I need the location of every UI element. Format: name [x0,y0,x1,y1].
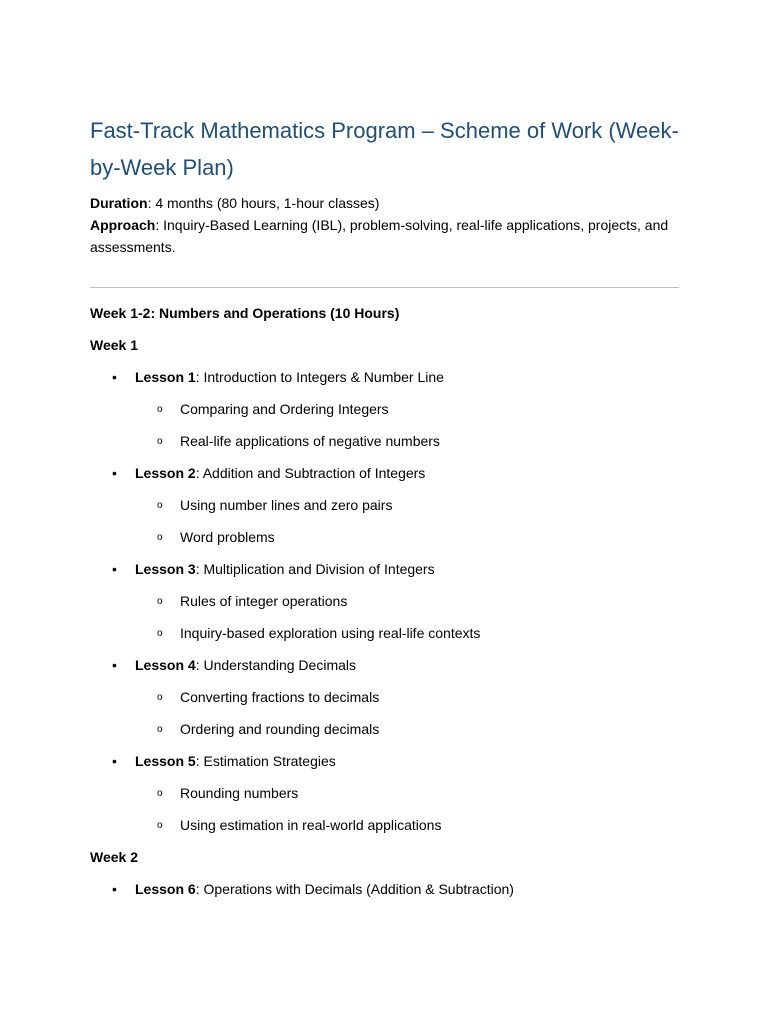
lesson-subitems [135,783,679,835]
duration-line [90,192,679,214]
section-heading: Week 1-2: Numbers and Operations (10 Hours) [90,305,400,321]
lesson-subitem: o Rounding numbers [135,783,679,803]
lesson-subitems [135,399,679,451]
lesson-subitems [135,687,679,739]
lesson-item [90,879,679,899]
lesson-subitem: o Comparing and Ordering Integers [135,399,679,419]
approach-text: : Inquiry-Based Learning (IBL), problem-solving, real-life applications, projects, and assessments. [90,217,669,255]
horizontal-divider [90,287,679,288]
lesson-title: : Introduction to Integers & Number Line [195,369,444,385]
lesson-subitems [135,495,679,547]
lesson-title: : Multiplication and Division of Integers [195,561,435,577]
document-page [90,112,679,911]
week-2-lesson-list [90,879,679,899]
lesson-label: Lesson 6 [135,881,196,897]
lesson-subitem: o Using number lines and zero pairs [135,495,679,515]
lesson-title: : Understanding Decimals [195,657,356,673]
lesson-item [90,655,679,739]
lesson-item [90,463,679,547]
lesson-subitem: o Inquiry-based exploration using real-life contexts [135,623,679,643]
lesson-item [90,559,679,643]
lesson-subitems [135,591,679,643]
week-1-heading: Week 1 [90,337,138,353]
lesson-subitem: o Ordering and rounding decimals [135,719,679,739]
lesson-item [90,367,679,451]
lesson-title: : Operations with Decimals (Addition & Subtraction) [195,881,514,897]
lesson-subitem: o Converting fractions to decimals [135,687,679,707]
document-title: Fast-Track Mathematics Program – Scheme of Work (Week-by-Week Plan) [90,118,679,180]
approach-line [90,214,679,258]
lesson-title: : Addition and Subtraction of Integers [195,465,426,481]
lesson-subitem: o Real-life applications of negative numbers [135,431,679,451]
lesson-label: Lesson 2 [135,465,196,481]
duration-label: Duration [90,195,148,211]
lesson-label: Lesson 3 [135,561,196,577]
lesson-label: Lesson 4 [135,657,196,673]
week-1-lesson-list [90,367,679,835]
duration-text: : 4 months (80 hours, 1-hour classes) [147,195,380,211]
week-2-heading: Week 2 [90,849,138,865]
approach-label: Approach [90,217,156,233]
lesson-subitem: o Using estimation in real-world applications [135,815,679,835]
lesson-title: : Estimation Strategies [195,753,336,769]
lesson-subitem: o Rules of integer operations [135,591,679,611]
lesson-item [90,751,679,835]
lesson-subitem: o Word problems [135,527,679,547]
lesson-label: Lesson 1 [135,369,196,385]
lesson-label: Lesson 5 [135,753,196,769]
document-meta [90,192,679,258]
